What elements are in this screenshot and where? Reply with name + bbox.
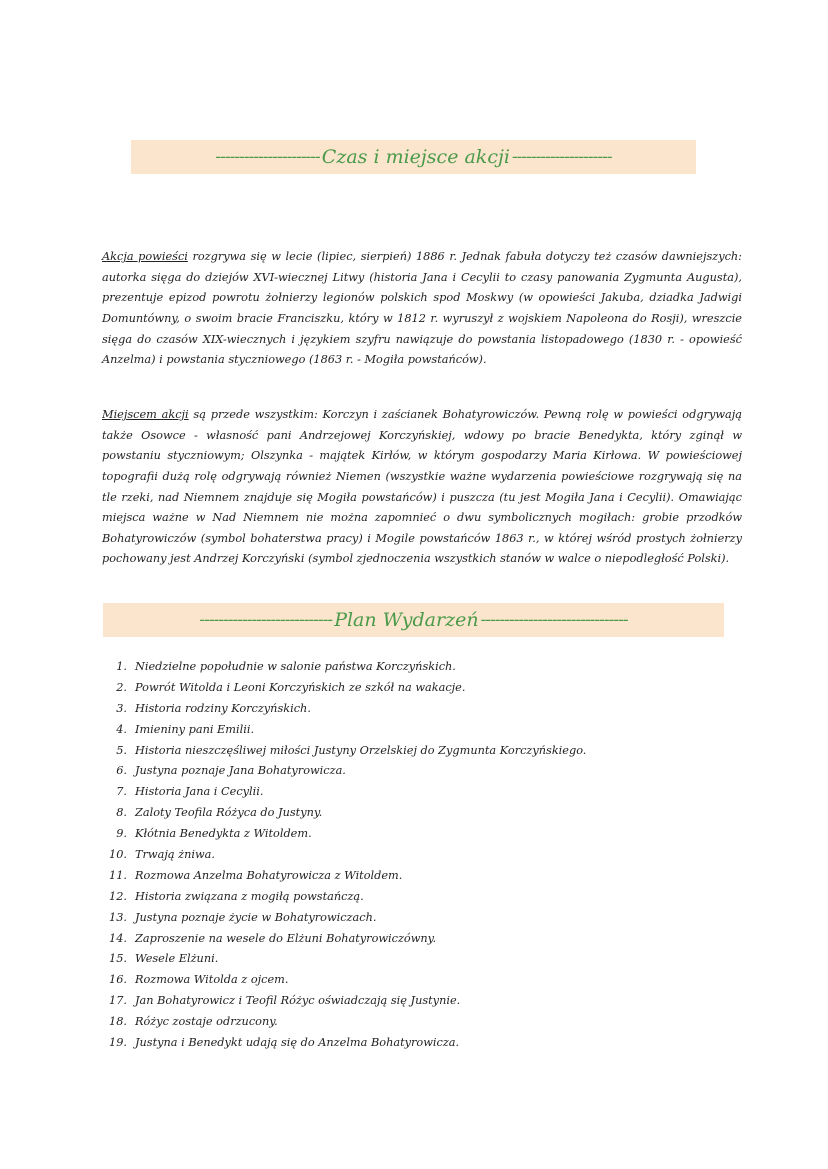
list-item <box>102 720 722 741</box>
paragraph-time-of-action <box>102 247 742 371</box>
list-item <box>102 782 722 803</box>
list-item-number: 12. <box>109 889 127 903</box>
list-item-number: 8. <box>116 806 127 820</box>
list-item-text: Historia rodziny Korczyńskich. <box>135 701 311 715</box>
list-item <box>102 991 722 1012</box>
list-item-number: 2. <box>116 680 127 694</box>
list-item-number: 5. <box>116 743 127 757</box>
list-item <box>102 741 722 762</box>
heading-dashes-right: --------------------- <box>511 147 612 167</box>
list-item-text: Justyna poznaje życie w Bohatyrowiczach. <box>135 910 377 924</box>
list-item-text: Imieniny pani Emilii. <box>135 722 255 736</box>
section-heading-time-place <box>131 140 696 174</box>
heading-dashes-right: ------------------------------- <box>480 610 628 630</box>
list-item-text: Historia nieszczęśliwej miłości Justyny Orzelskiej do Zygmunta Korczyńskiego. <box>135 743 587 757</box>
list-item-text: Rozmowa Witolda z ojcem. <box>135 973 289 987</box>
list-item-number: 19. <box>109 1036 127 1050</box>
list-item <box>102 845 722 866</box>
list-item-text: Kłótnia Benedykta z Witoldem. <box>135 827 312 841</box>
list-item-number: 7. <box>116 785 127 799</box>
list-item <box>102 824 722 845</box>
list-item-text: Różyc zostaje odrzucony. <box>135 1015 278 1029</box>
list-item-number: 17. <box>109 994 127 1008</box>
list-item-text: Zaloty Teofila Różyca do Justyny. <box>135 806 323 820</box>
list-item-number: 1. <box>116 660 127 673</box>
list-item-number: 4. <box>116 722 127 736</box>
heading-dashes-left: ---------------------- <box>215 147 320 167</box>
list-item-number: 3. <box>116 701 127 715</box>
list-item-number: 13. <box>109 910 127 924</box>
list-item <box>102 761 722 782</box>
list-item-number: 16. <box>109 973 127 987</box>
list-item-number: 18. <box>109 1015 127 1029</box>
paragraph-text: są przede wszystkim: Korczyn i zaścianek Bohatyrowiczów. Pewną rolę w powieści odgrywają także Osowce - własność pani Andrzejowej Korczyńskiej, wdowy po bracie Benedykta, który zginął w powstaniu styczniowym; Olszynka - majątek Kirłów, w którym gospodarzy Maria Kirłowa. W powieściowej topografii dużą rolę odgrywają również Niemen (wszystkie ważne wydarzenia powieściowe rozgrywają się na tle rzeki, nad Niemnem znajduje się Mogiła powstańców) i puszcza (tu jest Mogiła Jana i Cecylii). Omawiając miejsca ważne w Nad Niemnem nie można zapomnieć o dwu symbolicznych mogiłach: grobie przodków Bohatyrowiczów (symbol bohaterstwa pracy) i Mogile powstańców 1863 r., w której wśród prostych żołnierzy pochowany jest Andrzej Korczyński (symbol zjednoczenia wszystkich stanów w walce o niepodległość Polski). <box>102 408 742 566</box>
list-item-text: Rozmowa Anzelma Bohatyrowicza z Witoldem. <box>135 868 403 882</box>
list-item-text: Justyna i Benedykt udają się do Anzelma Bohatyrowicza. <box>135 1036 460 1050</box>
heading-title: Czas i miejsce akcji <box>321 146 510 168</box>
paragraph-lead: Akcja powieści <box>102 250 188 264</box>
list-item <box>102 1033 722 1054</box>
list-item <box>102 970 722 991</box>
list-item <box>102 929 722 950</box>
list-item <box>102 657 722 678</box>
list-item-text: Justyna poznaje Jana Bohatyrowicza. <box>135 764 346 778</box>
paragraph-lead: Miejscem akcji <box>102 408 189 422</box>
heading-dashes-left: ---------------------------- <box>199 610 333 630</box>
list-item-number: 14. <box>109 931 127 945</box>
plan-list <box>102 657 722 1054</box>
heading-title: Plan Wydarzeń <box>334 609 479 631</box>
list-item <box>102 908 722 929</box>
paragraph-place-of-action <box>102 405 742 570</box>
list-item <box>102 887 722 908</box>
list-item-number: 11. <box>109 868 127 882</box>
list-item <box>102 678 722 699</box>
list-item <box>102 1012 722 1033</box>
list-item-number: 10. <box>109 848 127 862</box>
list-item-text: Powrót Witolda i Leoni Korczyńskich ze szkół na wakacje. <box>135 680 466 694</box>
list-item-number: 9. <box>116 827 127 841</box>
list-item-text: Trwają żniwa. <box>135 848 216 862</box>
paragraph-text: rozgrywa się w lecie (lipiec, sierpień) 1886 r. Jednak fabuła dotyczy też czasów dawniejszych: autorka sięga do dziejów XVI-wiecznej Litwy (historia Jana i Cecylii to czasy panowania Zygmunta Augusta), prezentuje epizod powrotu żołnierzy legionów polskich spod Moskwy (w opowieści Jakuba, dziadka Jadwigi Domuntówny, o swoim bracie Franciszku, który w 1812 r. wyruszył z wojskiem Napoleona do Rosji), wreszcie sięga do czasów XIX-wiecznych i językiem szyfru nawiązuje do powstania listopadowego (1830 r. - opowieść Anzelma) i powstania styczniowego (1863 r. - Mogiła powstańców). <box>102 250 742 367</box>
list-item-text: Historia związana z mogiłą powstańczą. <box>135 889 364 903</box>
list-item-text: Niedzielne popołudnie w salonie państwa Korczyńskich. <box>135 660 456 673</box>
list-item-text: Zaproszenie na wesele do Elżuni Bohatyrowiczówny. <box>135 931 437 945</box>
list-item-text: Historia Jana i Cecylii. <box>135 785 264 799</box>
section-heading-plan <box>103 603 724 637</box>
list-item <box>102 949 722 970</box>
list-item-text: Jan Bohatyrowicz i Teofil Różyc oświadczają się Justynie. <box>135 994 461 1008</box>
list-item <box>102 803 722 824</box>
list-item-text: Wesele Elżuni. <box>135 952 219 966</box>
list-item <box>102 866 722 887</box>
list-item <box>102 699 722 720</box>
list-item-number: 6. <box>116 764 127 778</box>
list-item-number: 15. <box>109 952 127 966</box>
